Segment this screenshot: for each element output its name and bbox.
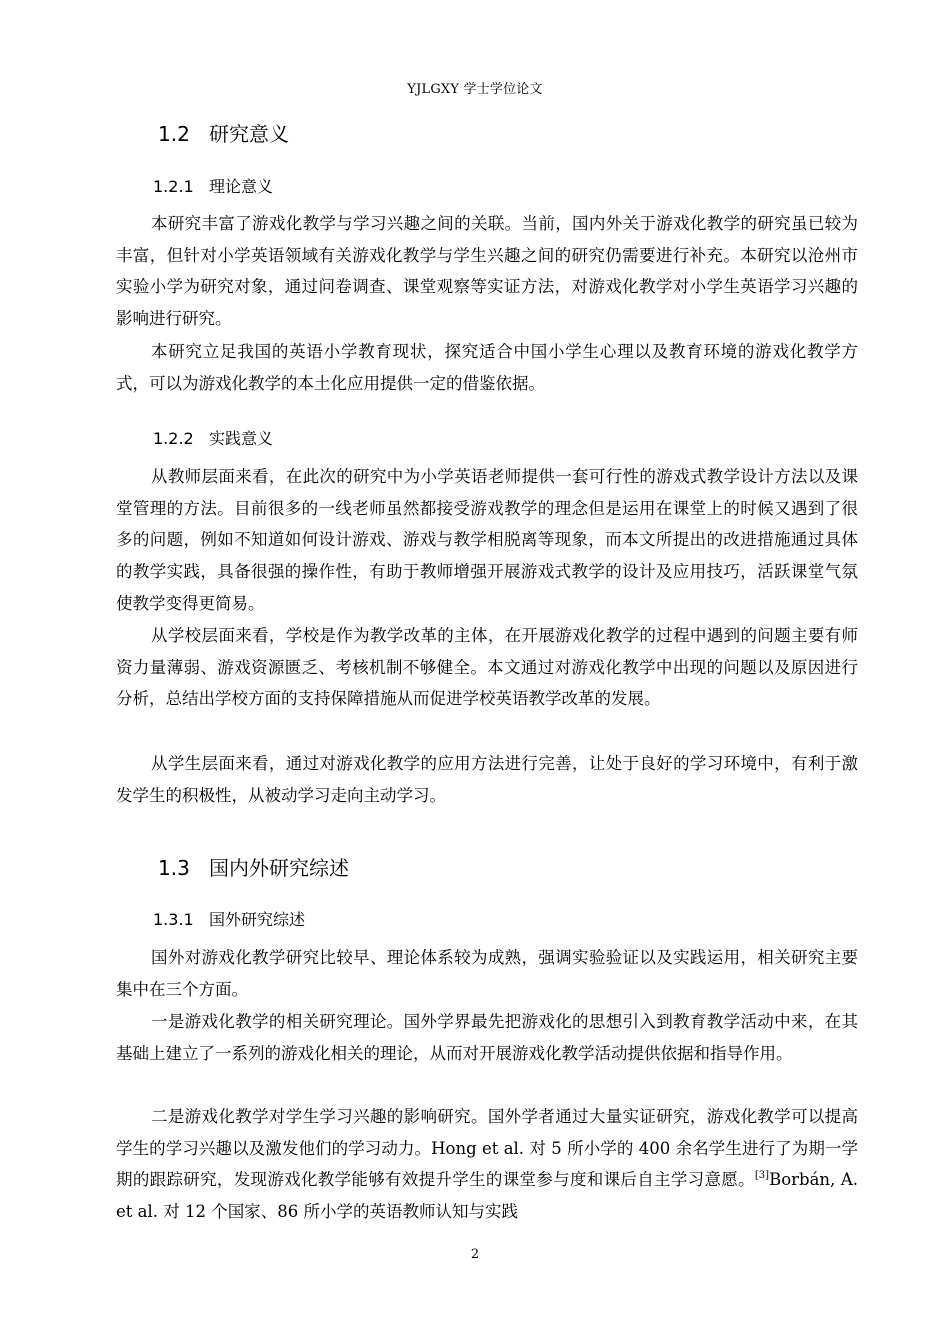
paragraph: 一是游戏化教学的相关研究理论。国外学界最先把游戏化的思想引入到教育教学活动中来，在其基础上建立了一系列的游戏化相关的理论，从而对开展游戏化教学活动提供依据和指导作用。: [116, 1012, 858, 1063]
subsection-number: 1.3.1: [153, 910, 194, 929]
subsection-number: 1.2.2: [153, 429, 194, 448]
subsection-title: 实践意义: [209, 429, 274, 448]
page-number: 2: [470, 1247, 480, 1262]
subsection-title: 国外研究综述: [209, 910, 306, 929]
paragraph-text: Borbán, A. et al. 对 12 个国家、86 所小学的英语教师认知与实践: [116, 1170, 858, 1222]
subsection-heading-1-2-1: [153, 174, 273, 197]
paragraph: 从教师层面来看，在此次的研究中为小学英语老师提供一套可行性的游戏式教学设计方法以及课堂管理的方法。目前很多的一线老师虽然都接受游戏教学的理念但是运用在课堂上的时候又遇到了很多的问题，例如不知道如何设计游戏、游戏与教学相脱离等现象，而本文所提出的改进措施通过具体的教学实践，具备很强的操作性，有助于教师增强开展游戏式教学的设计及应用技巧，活跃课堂气氛使教学变得更简易。: [116, 467, 858, 613]
paragraph: 国外对游戏化教学研究比较早、理论体系较为成熟，强调实验验证以及实践运用，相关研究主要集中在三个方面。: [116, 948, 858, 999]
section-heading-1-3: [158, 852, 349, 881]
section-heading-1-2: [158, 118, 289, 147]
paragraph: [116, 1101, 858, 1228]
section-title: 国内外研究综述: [209, 856, 349, 880]
subsection-heading-1-3-1: [153, 907, 305, 930]
section-title: 研究意义: [209, 122, 289, 146]
paragraph: 本研究丰富了游戏化教学与学习兴趣之间的关联。当前，国内外关于游戏化教学的研究虽已较为丰富，但针对小学英语领域有关游戏化教学与学生兴趣之间的研究仍需要进行补充。本研究以沧州市实验小学为研究对象，通过问卷调查、课堂观察等实证方法，对游戏化教学对小学生英语学习兴趣的影响进行研究。: [116, 214, 858, 329]
paragraph: 本研究立足我国的英语小学教育现状，探究适合中国小学生心理以及教育环境的游戏化教学方式，可以为游戏化教学的本土化应用提供一定的借鉴依据。: [116, 342, 858, 393]
running-header: YJLGXY 学士学位论文: [407, 82, 543, 97]
subsection-heading-1-2-2: [153, 426, 273, 449]
paragraph-text: 二是游戏化教学对学生学习兴趣的影响研究。国外学者通过大量实证研究，游戏化教学可以提高学生的学习兴趣以及激发他们的学习动力。Hong et al. 对 5 所小学的 400 余名学生进行了为期一学期的跟踪研究，发现游戏化教学能够有效提升学生的课堂参与度和课后自主学习意愿。: [116, 1107, 858, 1190]
section-number: 1.3: [158, 856, 190, 880]
citation-reference: [3]: [754, 1170, 770, 1182]
subsection-title: 理论意义: [209, 177, 274, 196]
section-number: 1.2: [158, 122, 190, 146]
paragraph: 从学生层面来看，通过对游戏化教学的应用方法进行完善，让处于良好的学习环境中，有利于激发学生的积极性，从被动学习走向主动学习。: [116, 754, 858, 805]
subsection-number: 1.2.1: [153, 177, 194, 196]
paragraph: 从学校层面来看，学校是作为教学改革的主体，在开展游戏化教学的过程中遇到的问题主要有师资力量薄弱、游戏资源匮乏、考核机制不够健全。本文通过对游戏化教学中出现的问题以及原因进行分析，总结出学校方面的支持保障措施从而促进学校英语教学改革的发展。: [116, 626, 858, 709]
